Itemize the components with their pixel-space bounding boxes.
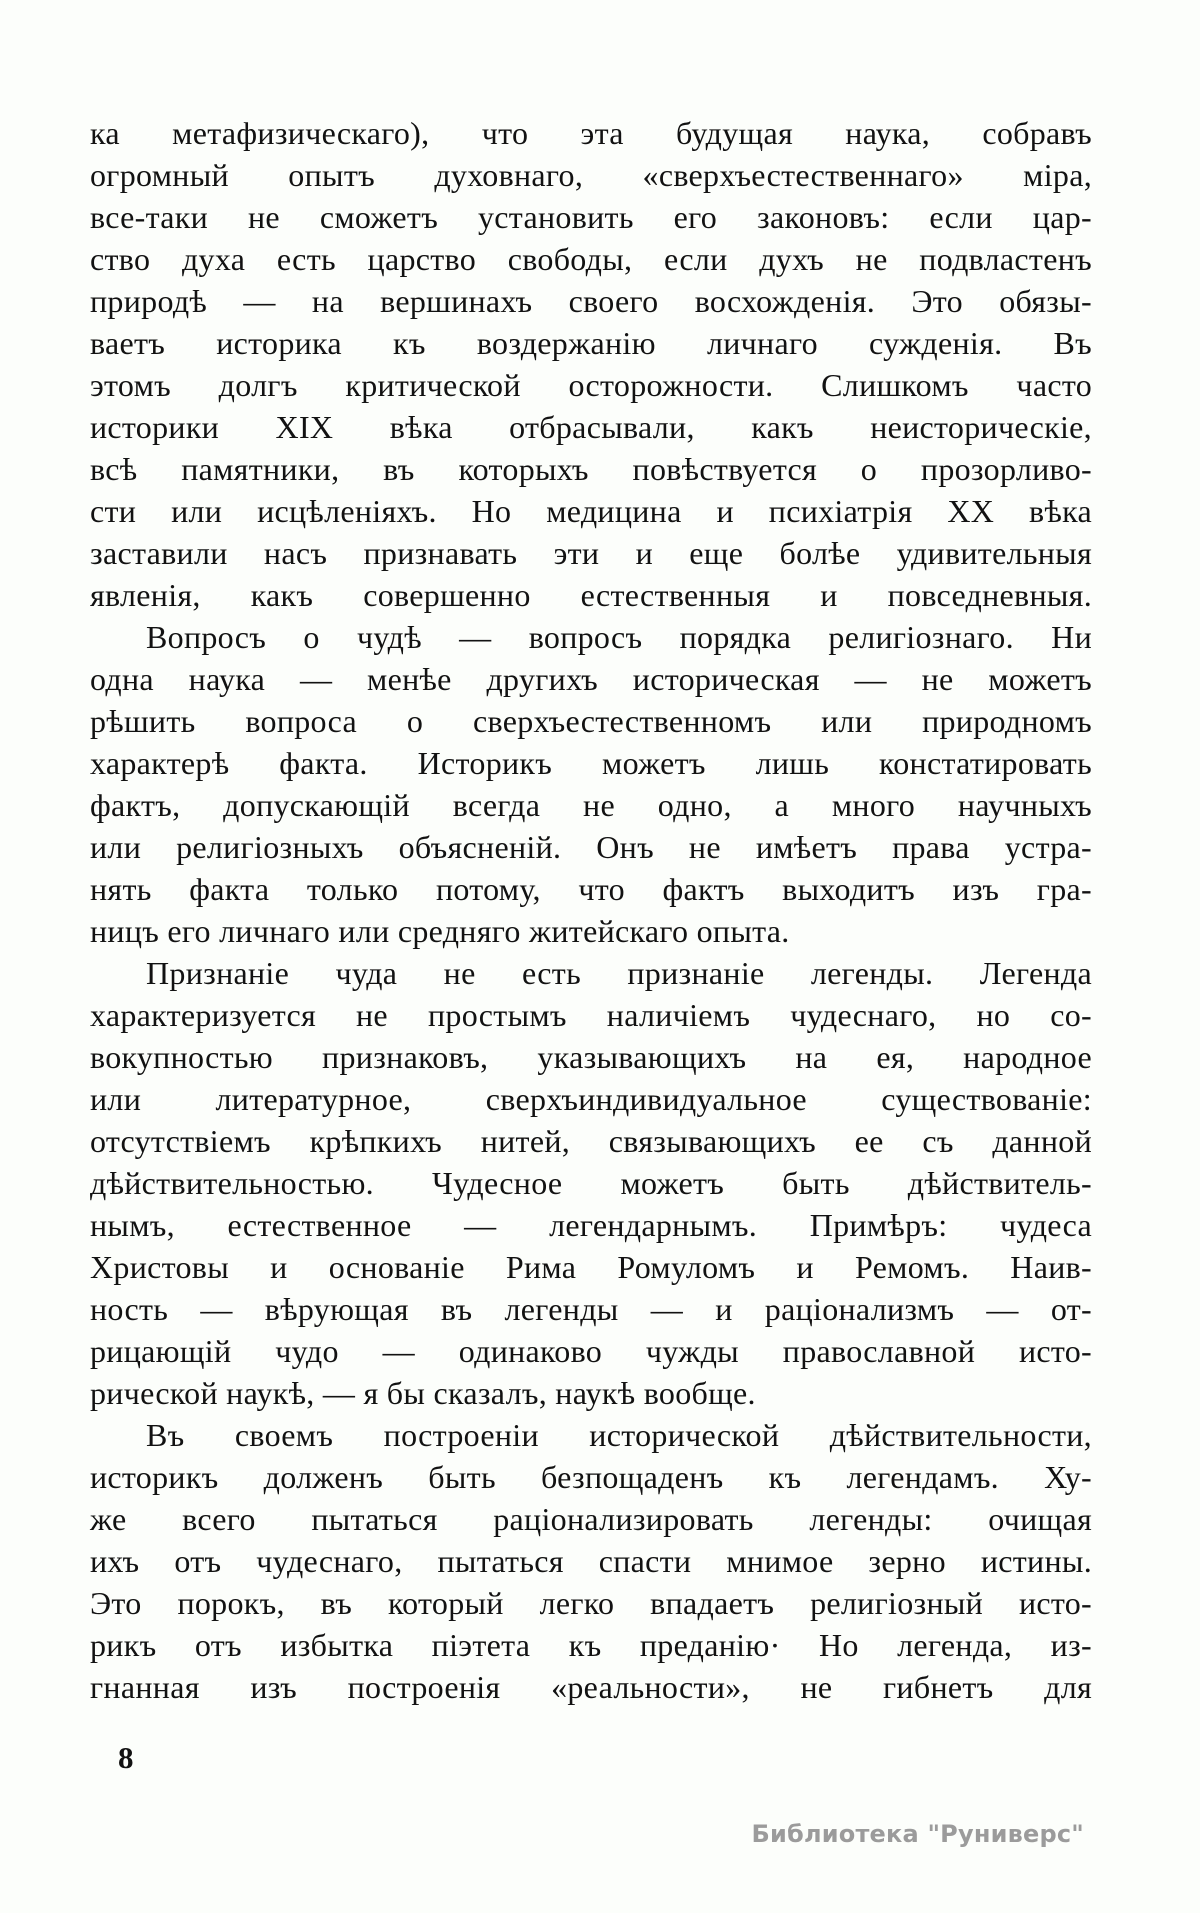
text-line: характеризуется не простымъ наличіемъ чудеснаго, но со-	[90, 997, 1092, 1033]
text-line: заставили насъ признавать эти и еще болѣе удивительныя	[90, 535, 1092, 571]
text-line: ность — вѣрующая въ легенды — и раціонализмъ — от-	[90, 1291, 1092, 1327]
text-line: всѣ памятники, въ которыхъ повѣствуется о прозорливо-	[90, 451, 1092, 487]
text-line: ихъ отъ чудеснаго, пытаться спасти мнимое зерно истины.	[90, 1543, 1092, 1579]
text-line: Признаніе чуда не есть признаніе легенды. Легенда	[146, 955, 1092, 991]
text-line: Христовы и основаніе Рима Ромуломъ и Ремомъ. Наив-	[90, 1249, 1092, 1285]
text-line: все-таки не сможетъ установить его законовъ: если цар-	[90, 199, 1092, 235]
text-line: историки XIX вѣка отбрасывали, какъ неисторическіе,	[90, 409, 1092, 445]
text-line: или литературное, сверхъиндивидуальное существованіе:	[90, 1081, 1092, 1117]
library-watermark: Библиотека "Руниверс"	[751, 1820, 1084, 1848]
text-line: нять факта только потому, что фактъ выходитъ изъ гра-	[90, 871, 1092, 907]
text-line: характерѣ факта. Историкъ можетъ лишь констатировать	[90, 745, 1092, 781]
text-line: ка метафизическаго), что эта будущая наука, собравъ	[90, 115, 1092, 151]
text-line: Въ своемъ построеніи исторической дѣйствительности,	[146, 1417, 1092, 1453]
text-line: этомъ долгъ критической осторожности. Слишкомъ часто	[90, 367, 1092, 403]
text-line: Это порокъ, въ который легко впадаетъ религіозный исто-	[90, 1585, 1092, 1621]
text-line: же всего пытаться раціонализировать легенды: очищая	[90, 1501, 1092, 1537]
text-line: фактъ, допускающій всегда не одно, а много научныхъ	[90, 787, 1092, 823]
text-line: рической наукѣ, — я бы сказалъ, наукѣ вообще.	[90, 1375, 756, 1411]
text-line: огромный опытъ духовнаго, «сверхъестественнаго» міра,	[90, 157, 1092, 193]
text-line: ваетъ историка къ воздержанію личнаго сужденія. Въ	[90, 325, 1092, 361]
text-line: дѣйствительностью. Чудесное можетъ быть дѣйствитель-	[90, 1165, 1092, 1201]
text-line: гнанная изъ построенія «реальности», не гибнетъ для	[90, 1669, 1092, 1705]
text-line: ство духа есть царство свободы, если духъ не подвластенъ	[90, 241, 1092, 277]
text-line: природѣ — на вершинахъ своего восхожденія. Это обязы-	[90, 283, 1092, 319]
text-line: рѣшить вопроса о сверхъестественномъ или природномъ	[90, 703, 1092, 739]
text-line: вокупностью признаковъ, указывающихъ на ея, народное	[90, 1039, 1092, 1075]
text-line: Вопросъ о чудѣ — вопросъ порядка религіознаго. Ни	[146, 619, 1092, 655]
text-line: рикъ отъ избытка піэтета къ преданію· Но легенда, из-	[90, 1627, 1092, 1663]
page-number: 8	[118, 1740, 134, 1775]
text-line: нымъ, естественное — легендарнымъ. Примѣръ: чудеса	[90, 1207, 1092, 1243]
text-line: историкъ долженъ быть безпощаденъ къ легендамъ. Ху-	[90, 1459, 1092, 1495]
page-text	[90, 112, 1092, 1708]
text-line: явленія, какъ совершенно естественныя и повседневныя.	[90, 577, 1092, 613]
text-line: сти или исцѣленіяхъ. Но медицина и психіатрія XX вѣка	[90, 493, 1092, 529]
text-line: ницъ его личнаго или средняго житейскаго опыта.	[90, 913, 790, 949]
text-line: рицающій чудо — одинаково чужды православной исто-	[90, 1333, 1092, 1369]
text-line: отсутствіемъ крѣпкихъ нитей, связывающихъ ее съ данной	[90, 1123, 1092, 1159]
text-line: одна наука — менѣе другихъ историческая — не можетъ	[90, 661, 1092, 697]
text-line: или религіозныхъ объясненій. Онъ не имѣетъ права устра-	[90, 829, 1092, 865]
